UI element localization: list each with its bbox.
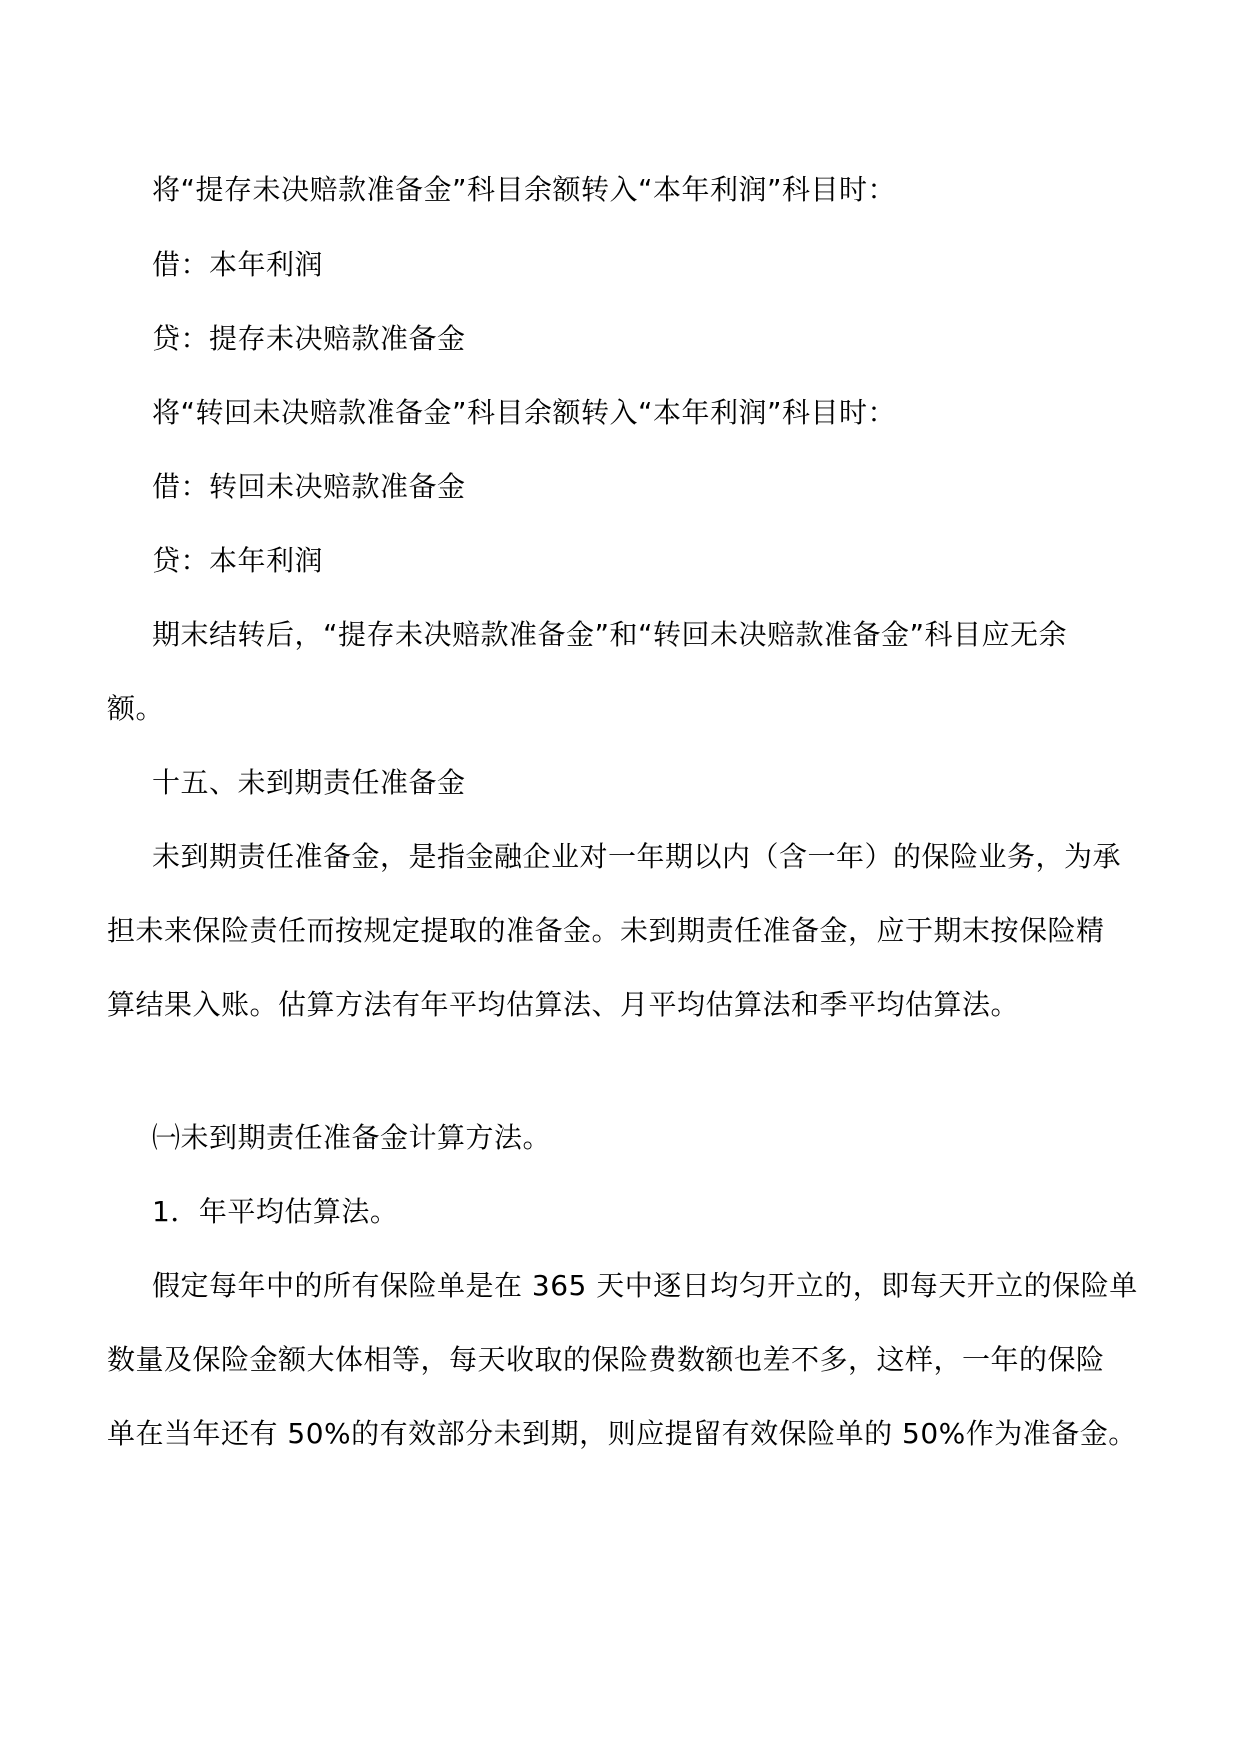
paragraph-line: 借：本年利润 (152, 248, 324, 281)
paragraph-line: 借：转回未决赔款准备金 (152, 470, 466, 503)
paragraph-line: 额。 (107, 692, 165, 725)
paragraph-line: 贷：提存未决赔款准备金 (152, 322, 466, 355)
paragraph-line: 算结果入账。估算方法有年平均估算法、月平均估算法和季平均估算法。 (107, 988, 1020, 1021)
section-heading: 十五、未到期责任准备金 (152, 766, 466, 799)
paragraph-line: 单在当年还有 50%的有效部分未到期，则应提留有效保险单的 50%作为准备金。 (107, 1417, 1137, 1450)
paragraph-line: 未到期责任准备金，是指金融企业对一年期以内（含一年）的保险业务，为承 (152, 840, 1122, 873)
paragraph-line: 将“提存未决赔款准备金”科目余额转入“本年利润”科目时： (152, 173, 897, 206)
paragraph-line: 贷：本年利润 (152, 544, 324, 577)
list-heading: 1．年平均估算法。 (152, 1195, 399, 1228)
paragraph-line: 数量及保险金额大体相等，每天收取的保险费数额也差不多，这样，一年的保险 (107, 1343, 1105, 1376)
subsection-heading: ㈠未到期责任准备金计算方法。 (152, 1121, 552, 1154)
paragraph-line: 期末结转后，“提存未决赔款准备金”和“转回未决赔款准备金”科目应无余 (152, 618, 1068, 651)
paragraph-line: 将“转回未决赔款准备金”科目余额转入“本年利润”科目时： (152, 396, 897, 429)
paragraph-line: 假定每年中的所有保险单是在 365 天中逐日均匀开立的，即每天开立的保险单 (152, 1269, 1138, 1302)
paragraph-line: 担未来保险责任而按规定提取的准备金。未到期责任准备金，应于期末按保险精 (107, 914, 1105, 947)
